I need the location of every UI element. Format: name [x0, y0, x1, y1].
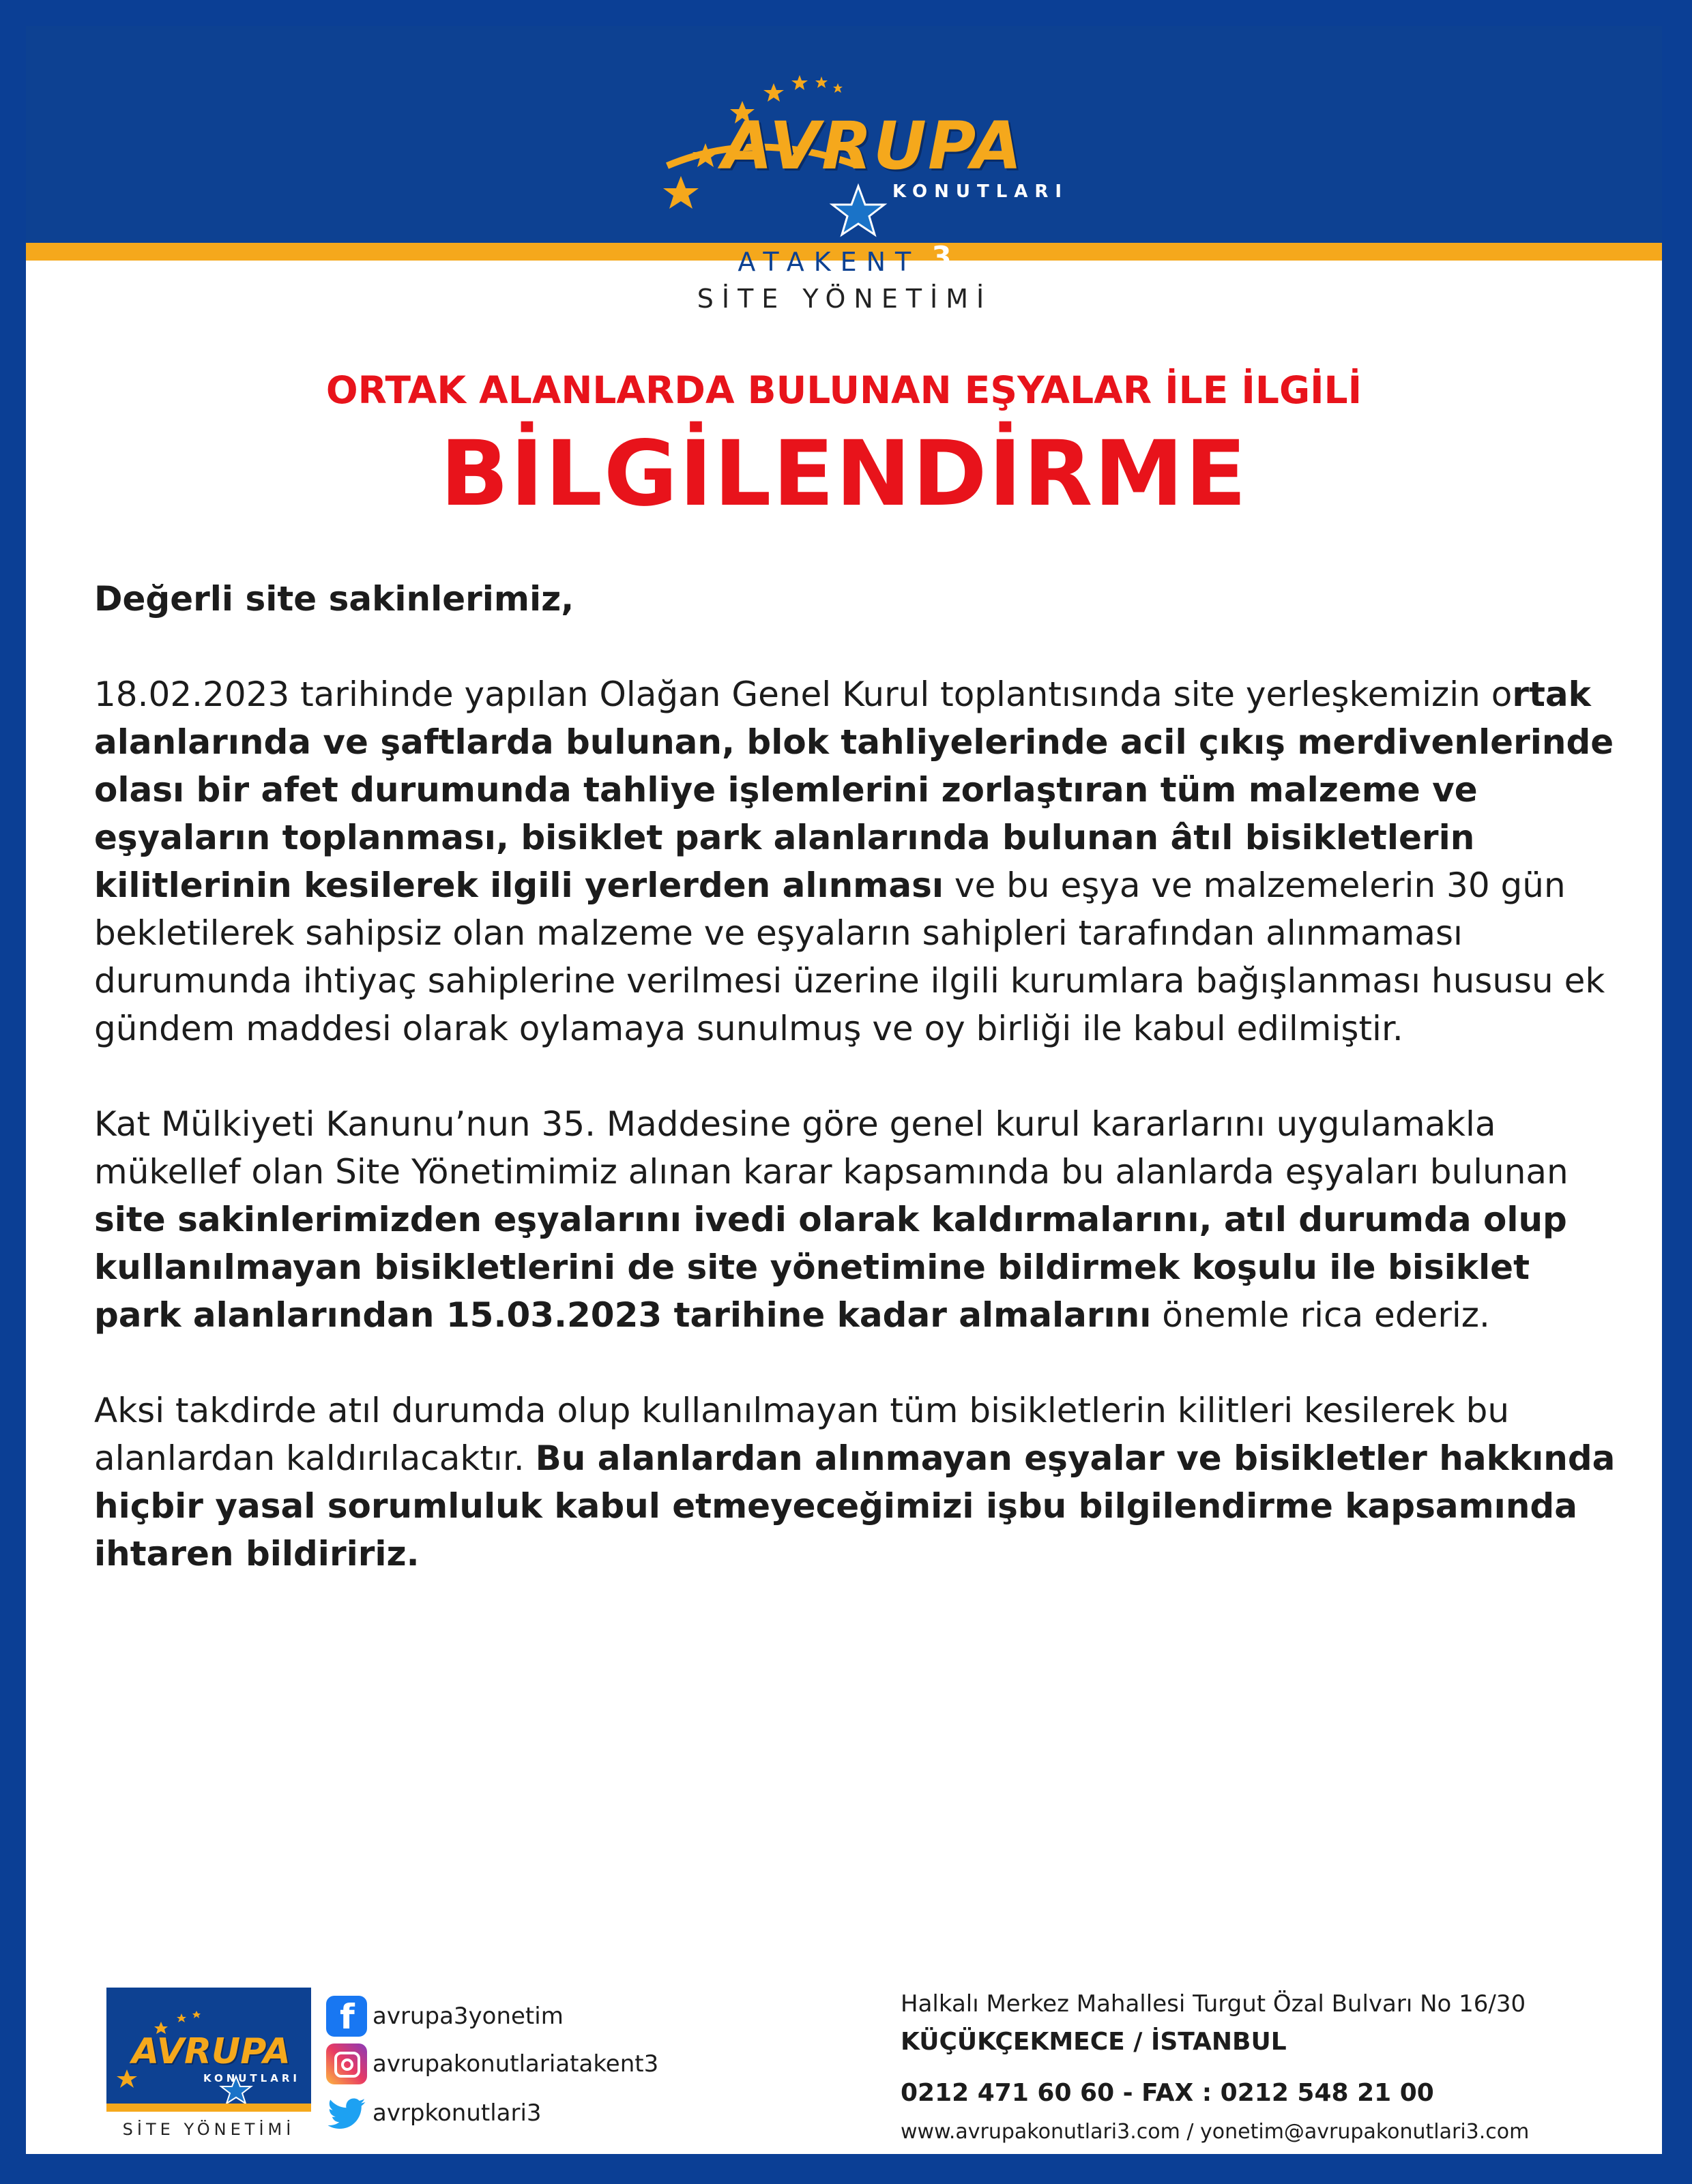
footer-logo-subtitle: KONUTLARI [203, 2072, 300, 2084]
notice-subtitle: ORTAK ALANLARDA BULUNAN EŞYALAR İLE İLGİLİ [325, 368, 1362, 412]
social-instagram[interactable] [326, 2043, 658, 2084]
notice-page [26, 26, 1662, 2154]
paragraph-2: Kat Mülkiyeti Kanunu’nun 35. Maddesine göre genel kurul kararlarını uygulamakla mükellef olan Site Yönetimimiz alınan karar kapsamında bu alanlarda eşyaları bulunan site sakinlerimizden eşyalarını ivedi olarak kaldırmalarını, atıl durumda olup kullanılmayan bisikletlerini de site yönetimine bildirmek koşulu ile bisiklet park alanlarından 15.03.2023 tarihine kadar almalarını önemle rica ederiz. [94, 1104, 1569, 1335]
footer-web[interactable]: www.avrupakonutlari3.com / yonetim@avrupakonutlari3.com [901, 2120, 1530, 2144]
footer-phone: 0212 471 60 60 - FAX : 0212 548 21 00 [901, 2079, 1434, 2107]
twitter-icon [326, 2093, 367, 2134]
footer-address: Halkalı Merkez Mahallesi Turgut Özal Bulvarı No 16/30 [901, 1990, 1526, 2018]
social-facebook[interactable] [326, 1996, 564, 2037]
footer-logo-stripe [106, 2104, 311, 2112]
facebook-icon: f [326, 1996, 367, 2037]
twitter-handle: avrpkonutlari3 [373, 2099, 542, 2127]
atakent-label [708, 240, 981, 278]
footer-city: KÜÇÜKÇEKMECE / İSTANBUL [901, 2028, 1287, 2056]
instagram-icon [326, 2043, 367, 2084]
atakent-number: 3 [931, 240, 952, 274]
logo-wordmark: AVRUPA [722, 108, 1023, 184]
site-yonetimi-label: SİTE YÖNETİMİ [697, 284, 993, 314]
atakent-text: ATAKENT [738, 247, 921, 277]
logo-subtitle: KONUTLARI [892, 181, 1069, 202]
facebook-handle: avrupa3yonetim [373, 2003, 564, 2030]
notice-title: BİLGİLENDİRME [440, 422, 1248, 527]
footer-logo-wordmark: AVRUPA [132, 2031, 291, 2072]
paragraph-3: Aksi takdirde atıl durumda olup kullanılmayan tüm bisikletlerin kilitleri kesilerek bu alanlardan kaldırılacaktır. Bu alanlardan alınmayan eşyalar ve bisikletler hakkında hiçbir yasal sorumluluk kabul etmeyeceğimizi işbu bilgilendirme kapsamında ihtaren bildiririz. [94, 1391, 1616, 1574]
paragraph-1: 18.02.2023 tarihinde yapılan Olağan Genel Kurul toplantısında site yerleşkemizin ortak alanlarında ve şaftlarda bulunan, blok tahliyelerinde acil çıkış merdivenlerinde olası bir afet durumunda tahliye işlemlerini zorlaştıran tüm malzeme ve eşyaların toplanması, bisiklet park alanlarında bulunan âtıl bisikletlerin kilitlerinin kesilerek ilgili yerlerden alınması ve bu eşya ve malzemelerin 30 gün bekletilerek sahipsiz olan malzeme ve eşyaların sahipleri tarafından alınmaması durumunda ihtiyaç sahiplerine verilmesi üzerine ilgili kurumlara bağışlanması hususu ek gündem maddesi olarak oylamaya sunulmuş ve oy birliği ile kabul edilmiştir. [94, 675, 1614, 1048]
atakent-star-icon [832, 186, 884, 235]
social-twitter[interactable] [326, 2093, 542, 2134]
footer-site-yonetimi: SİTE YÖNETİMİ [122, 2120, 295, 2139]
greeting: Değerli site sakinlerimiz, [94, 579, 574, 619]
instagram-handle: avrupakonutlariatakent3 [373, 2050, 659, 2078]
notice-body [94, 575, 1616, 1625]
